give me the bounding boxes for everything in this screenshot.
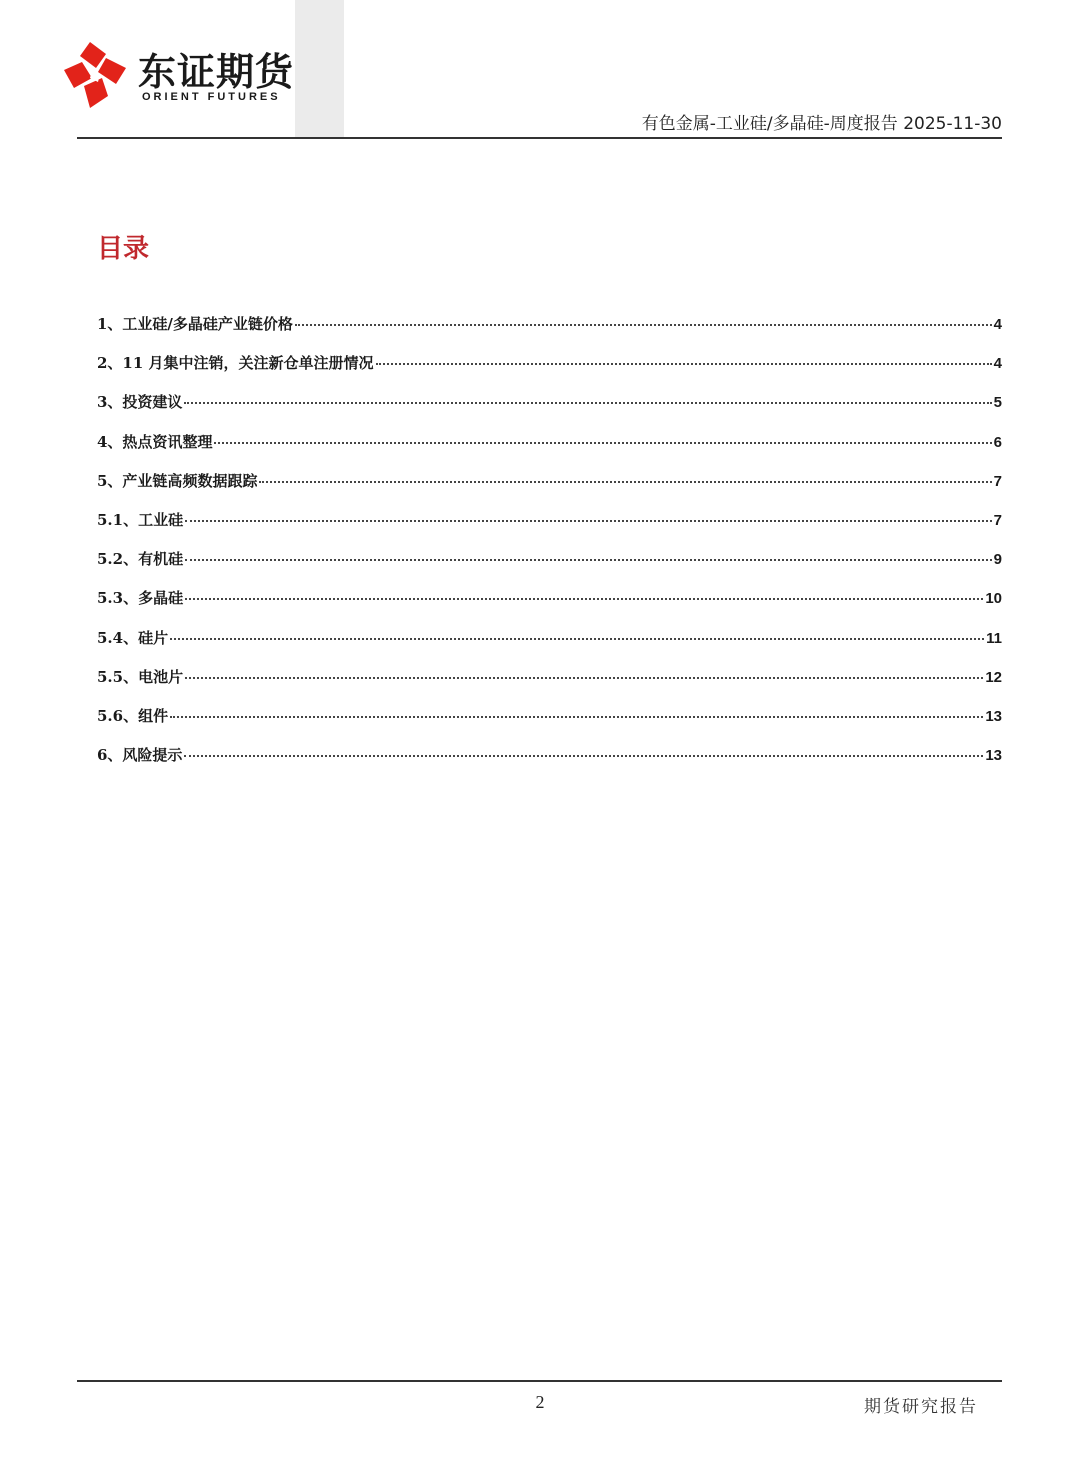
toc-entry-label: 5.3、多晶硅 bbox=[97, 589, 184, 608]
toc-leader-dots bbox=[185, 677, 983, 679]
toc-leader-dots bbox=[185, 520, 992, 522]
toc-entry-page: 7 bbox=[993, 472, 1002, 490]
toc-entry-page: 12 bbox=[985, 668, 1002, 686]
toc-entry[interactable] bbox=[97, 313, 1002, 352]
logo-english-name: ORIENT FUTURES bbox=[142, 91, 281, 103]
company-logo bbox=[62, 40, 295, 112]
toc-entry-label: 5、产业链高频数据跟踪 bbox=[97, 471, 258, 490]
toc-entry-page: 6 bbox=[993, 433, 1002, 451]
toc-entry[interactable] bbox=[97, 548, 1002, 587]
toc-entry-page: 10 bbox=[985, 590, 1002, 608]
footer-divider bbox=[77, 1380, 1002, 1382]
toc-leader-dots bbox=[170, 638, 984, 640]
toc-leader-dots bbox=[259, 481, 991, 483]
toc-leader-dots bbox=[214, 442, 991, 444]
toc-leader-dots bbox=[184, 755, 983, 757]
toc-entry-label: 3、投资建议 bbox=[97, 393, 183, 412]
header-gray-band bbox=[295, 0, 344, 137]
toc-entry-page: 9 bbox=[993, 551, 1002, 569]
toc-heading: 目录 bbox=[97, 234, 150, 264]
toc-entry[interactable] bbox=[97, 627, 1002, 666]
toc-entry-page: 13 bbox=[985, 707, 1002, 725]
toc-leader-dots bbox=[170, 716, 983, 718]
toc-entry-label: 5.1、工业硅 bbox=[97, 510, 184, 529]
toc-entry[interactable] bbox=[97, 470, 1002, 509]
footer-label: 期货研究报告 bbox=[864, 1397, 978, 1417]
toc-entry[interactable] bbox=[97, 509, 1002, 548]
toc-entry-label: 5.4、硅片 bbox=[97, 628, 169, 647]
toc-entry-page: 5 bbox=[993, 394, 1002, 412]
toc-leader-dots bbox=[184, 402, 991, 404]
toc-entry-label: 4、热点资讯整理 bbox=[97, 432, 213, 451]
toc-entry-label: 6、风险提示 bbox=[97, 746, 183, 765]
toc-entry-label: 5.2、有机硅 bbox=[97, 550, 184, 569]
toc-entry[interactable] bbox=[97, 352, 1002, 391]
toc-entry-label: 2、11 月集中注销，关注新仓单注册情况 bbox=[97, 354, 374, 373]
report-title: 有色金属-工业硅/多晶硅-周度报告 2025-11-30 bbox=[641, 114, 1002, 134]
toc-entry-label: 5.5、电池片 bbox=[97, 667, 184, 686]
toc-leader-dots bbox=[376, 363, 992, 365]
logo-chinese-name: 东证期货 bbox=[138, 50, 295, 94]
toc-leader-dots bbox=[295, 324, 992, 326]
toc-entry-page: 13 bbox=[985, 747, 1002, 765]
header-divider bbox=[77, 137, 1002, 139]
toc-entry[interactable] bbox=[97, 431, 1002, 470]
toc-entry-page: 4 bbox=[993, 316, 1002, 333]
toc-entry-page: 7 bbox=[993, 511, 1002, 529]
toc-leader-dots bbox=[185, 598, 983, 600]
toc-entry[interactable] bbox=[97, 666, 1002, 705]
toc-entry-page: 4 bbox=[993, 355, 1002, 373]
orient-futures-logo-icon bbox=[62, 40, 128, 112]
toc-entry-label: 1、工业硅/多晶硅产业链价格 bbox=[97, 315, 293, 333]
toc-entry[interactable] bbox=[97, 587, 1002, 626]
toc-entry[interactable] bbox=[97, 705, 1002, 744]
footer-page-number: 2 bbox=[535, 1392, 545, 1412]
toc-leader-dots bbox=[185, 559, 992, 561]
toc-entry-page: 11 bbox=[986, 629, 1002, 647]
toc-entry[interactable] bbox=[97, 744, 1002, 783]
table-of-contents bbox=[97, 313, 1002, 783]
toc-entry[interactable] bbox=[97, 391, 1002, 430]
toc-entry-label: 5.6、组件 bbox=[97, 706, 169, 725]
